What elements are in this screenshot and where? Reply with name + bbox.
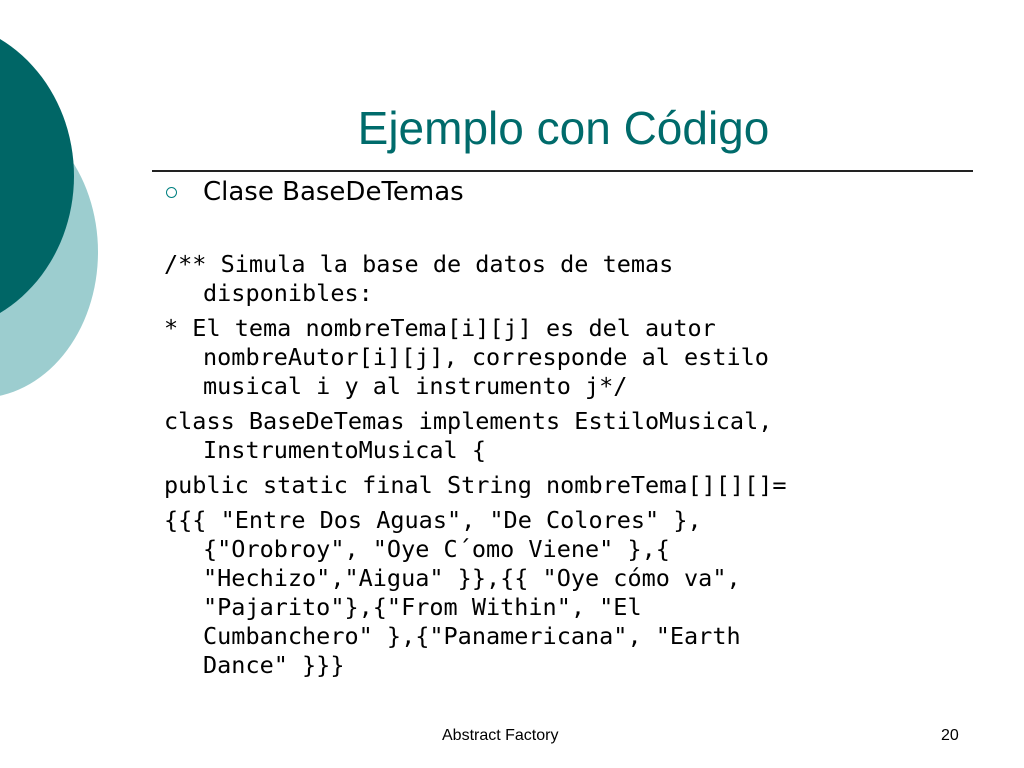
slide-title: Ejemplo con Código (357, 102, 770, 154)
code-block (164, 250, 964, 686)
code-line: nombreAutor[i][j], corresponde al estilo (203, 343, 769, 371)
code-line: {"Orobroy", "Oye C´omo Viene" },{ (203, 535, 670, 563)
footer-title: Abstract Factory (442, 727, 559, 744)
code-field-declaration (164, 471, 964, 500)
code-line: Dance" }}} (203, 651, 345, 679)
code-line: /** Simula la base de datos de temas (164, 250, 674, 278)
code-line: * El tema nombreTema[i][j] es del autor (164, 314, 716, 342)
code-comment-header (164, 250, 964, 308)
code-array-initializer (164, 506, 964, 680)
code-line: "Hechizo","Aigua" }},{{ "Oye cómo va", (203, 564, 741, 592)
code-line: {{{ "Entre Dos Aguas", "De Colores" }, (164, 506, 702, 534)
code-line: class BaseDeTemas implements EstiloMusical, (164, 407, 773, 435)
title-divider (152, 170, 973, 172)
code-line: Cumbanchero" },{"Panamericana", "Earth (203, 622, 741, 650)
code-line: disponibles: (203, 279, 373, 307)
code-line: public static final String nombreTema[][][]= (164, 471, 787, 499)
page-number: 20 (941, 727, 959, 744)
code-line: "Pajarito"},{"From Within", "El (203, 593, 642, 621)
hollow-circle-bullet-icon (166, 187, 177, 198)
bullet-text: Clase BaseDeTemas (203, 177, 464, 207)
code-comment-body (164, 314, 964, 401)
code-class-declaration (164, 407, 964, 465)
code-line: InstrumentoMusical { (203, 436, 486, 464)
code-line: musical i y al instrumento j*/ (203, 372, 628, 400)
